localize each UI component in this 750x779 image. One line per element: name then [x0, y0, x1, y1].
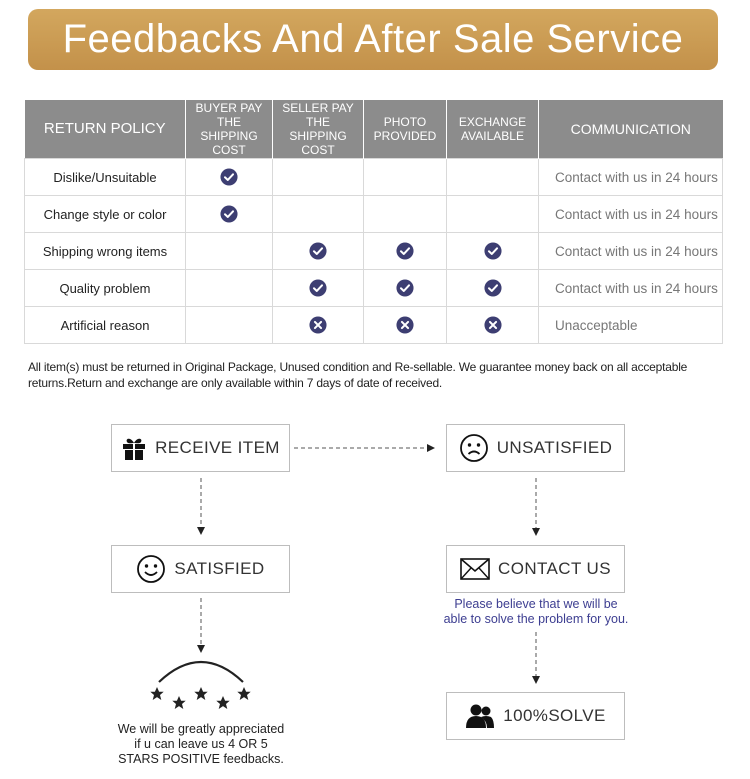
- star-icon: [150, 687, 163, 700]
- return-reason-cell: Dislike/Unsuitable: [25, 159, 186, 196]
- header-buyer-pay: BUYER PAY THE SHIPPING COST: [186, 100, 273, 159]
- seller-cell: [273, 270, 364, 307]
- star-icon: [172, 696, 185, 709]
- header-seller-pay: SELLER PAY THE SHIPPING COST: [273, 100, 364, 159]
- check-circle-icon: [220, 168, 238, 183]
- cross-circle-icon: [396, 316, 414, 331]
- satisfied-label: SATISFIED: [174, 559, 265, 578]
- exchange-cell: [447, 159, 539, 196]
- buyer-cell: [186, 159, 273, 196]
- solve-label: 100%SOLVE: [503, 706, 606, 725]
- contact-note-line-2: able to solve the problem for you.: [443, 612, 629, 626]
- communication-cell: Contact with us in 24 hours: [539, 233, 723, 270]
- buyer-cell: [186, 270, 273, 307]
- photo-cell: [364, 270, 447, 307]
- return-policy-table: [24, 100, 723, 344]
- return-reason-cell: Shipping wrong items: [25, 233, 186, 270]
- communication-cell: Contact with us in 24 hours: [539, 159, 723, 196]
- check-circle-icon: [484, 242, 502, 257]
- receive-item-label: RECEIVE ITEM: [155, 438, 280, 457]
- exchange-cell: [447, 270, 539, 307]
- check-circle-icon: [220, 205, 238, 220]
- table-row: [25, 159, 723, 196]
- seller-cell: [273, 233, 364, 270]
- check-circle-icon: [396, 279, 414, 294]
- unsatisfied-box: [446, 424, 625, 472]
- table-row: [25, 307, 723, 344]
- stars-note-line-1: We will be greatly appreciated: [117, 722, 285, 736]
- sad-face-icon: [459, 433, 489, 463]
- unsatisfied-label: UNSATISFIED: [496, 438, 613, 457]
- banner: [28, 9, 718, 70]
- table-row: [25, 270, 723, 307]
- seller-cell: [273, 159, 364, 196]
- envelope-icon: [460, 558, 490, 580]
- seller-cell: [273, 196, 364, 233]
- contact-us-label: CONTACT US: [498, 559, 611, 578]
- header-exchange-available: EXCHANGE AVAILABLE: [447, 100, 539, 159]
- buyer-cell: [186, 233, 273, 270]
- stars-arc: [159, 662, 243, 682]
- banner-title: Feedbacks And After Sale Service: [62, 17, 684, 61]
- table-row: [25, 196, 723, 233]
- check-circle-icon: [309, 279, 327, 294]
- photo-cell: [364, 307, 447, 344]
- buyer-cell: [186, 307, 273, 344]
- return-reason-cell: Artificial reason: [25, 307, 186, 344]
- contact-us-box: [446, 545, 625, 593]
- people-icon: [465, 703, 495, 729]
- solve-box: [446, 692, 625, 740]
- communication-cell: Unacceptable: [539, 307, 723, 344]
- exchange-cell: [447, 196, 539, 233]
- star-icon: [237, 687, 250, 700]
- stars-note: [96, 722, 306, 767]
- return-reason-cell: Change style or color: [25, 196, 186, 233]
- contact-note: [436, 597, 636, 627]
- exchange-cell: [447, 233, 539, 270]
- table-row: [25, 233, 723, 270]
- stars-note-line-2: if u can leave us 4 OR 5: [134, 737, 268, 751]
- photo-cell: [364, 196, 447, 233]
- stars-graphic: [141, 658, 261, 714]
- photo-cell: [364, 233, 447, 270]
- return-reason-cell: Quality problem: [25, 270, 186, 307]
- star-icon: [194, 687, 207, 700]
- receive-item-box: [111, 424, 290, 472]
- contact-note-line-1: Please believe that we will be: [454, 597, 618, 611]
- photo-cell: [364, 159, 447, 196]
- header-communication: COMMUNICATION: [539, 100, 723, 159]
- stars-note-line-3: STARS POSITIVE feedbacks.: [118, 752, 284, 766]
- smile-face-icon: [136, 554, 166, 584]
- exchange-cell: [447, 307, 539, 344]
- return-note: All item(s) must be returned in Original Package, Unused condition and Re-sellable. We guarantee money back on all acceptable returns.Return and exchange are only available within 7 days of date of received.: [28, 360, 688, 390]
- check-circle-icon: [396, 242, 414, 257]
- table-header-row: [25, 100, 723, 159]
- communication-cell: Contact with us in 24 hours: [539, 270, 723, 307]
- communication-cell: Contact with us in 24 hours: [539, 196, 723, 233]
- buyer-cell: [186, 196, 273, 233]
- gift-icon: [121, 435, 147, 461]
- check-circle-icon: [309, 242, 327, 257]
- header-photo-provided: PHOTO PROVIDED: [364, 100, 447, 159]
- cross-circle-icon: [309, 316, 327, 331]
- header-return-policy: RETURN POLICY: [25, 100, 186, 159]
- check-circle-icon: [484, 279, 502, 294]
- cross-circle-icon: [484, 316, 502, 331]
- star-icon: [216, 696, 229, 709]
- seller-cell: [273, 307, 364, 344]
- satisfied-box: [111, 545, 290, 593]
